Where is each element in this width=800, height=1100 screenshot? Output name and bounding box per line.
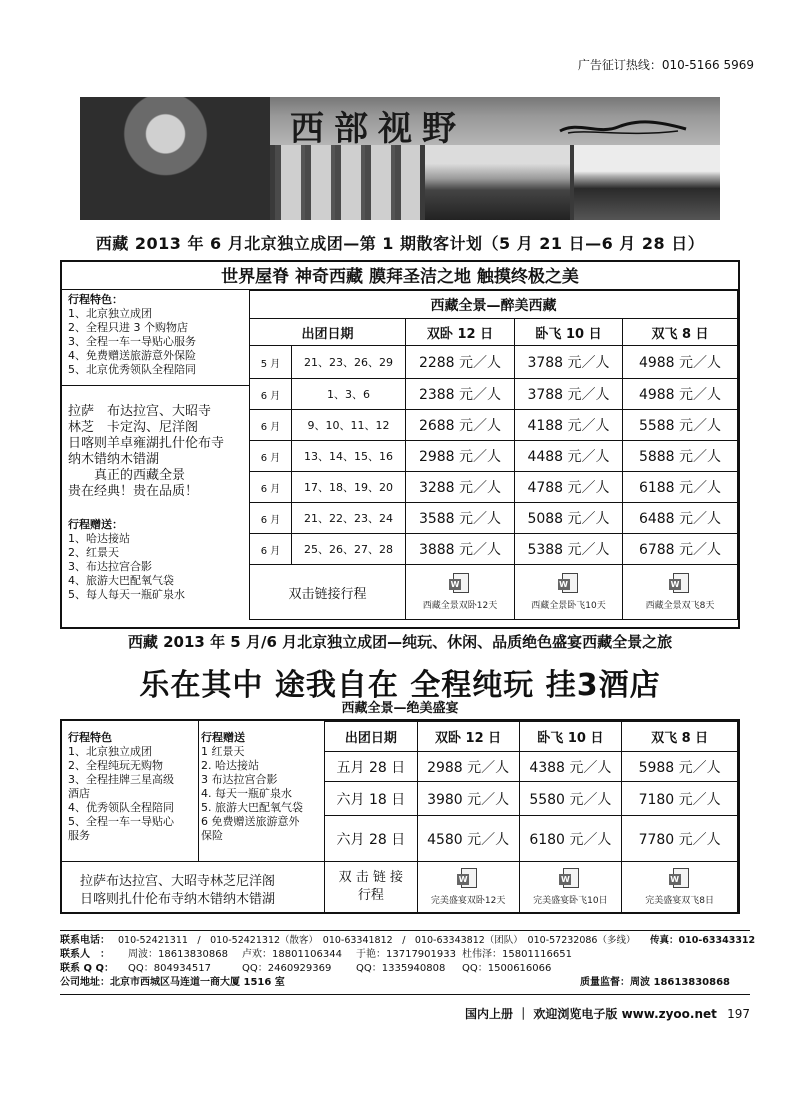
features-block-2 xyxy=(68,731,196,843)
price-cell: 2988 元／人 xyxy=(417,752,519,782)
contact-people: 联系人 ： 周波：18613830868 卢欢：18801106344 于艳：13717901933 杜伟泽：15801116651 xyxy=(60,949,572,960)
price-cell: 3980 元／人 xyxy=(417,782,519,816)
ad-hotline: 广告征订热线：010-5166 5969 xyxy=(577,58,754,72)
price-cell: 4488 元／人 xyxy=(515,441,623,472)
col-header: 卧飞 10 日 xyxy=(519,722,622,752)
price-cell: 4188 元／人 xyxy=(515,410,623,441)
word-doc-icon: W xyxy=(449,573,471,595)
sights-block xyxy=(68,404,224,500)
feature-item: 服务 xyxy=(68,829,90,842)
signature-logo xyxy=(558,119,688,137)
table-row xyxy=(250,472,738,503)
price-cell: 5988 元／人 xyxy=(622,752,738,782)
dates-cell: 17、18、19、20 xyxy=(292,472,406,503)
table-row xyxy=(250,503,738,534)
gift-item: 2、红景天 xyxy=(68,546,119,559)
col-header: 双卧 12 日 xyxy=(406,319,515,346)
section1-slogan: 世界屋脊 神奇西藏 膜拜圣洁之地 触摸终极之美 xyxy=(62,264,738,290)
table-row xyxy=(250,379,738,410)
feature-item: 2、全程只进 3 个购物店 xyxy=(68,321,188,334)
features-block xyxy=(68,293,196,377)
itinerary-link[interactable]: W 西藏全景双卧12天 xyxy=(406,565,515,620)
price-cell: 3788 元／人 xyxy=(515,346,623,379)
col-header: 出团日期 xyxy=(325,722,418,752)
col-header: 双卧 12 日 xyxy=(417,722,519,752)
tagline: 贵在经典！贵在品质！ xyxy=(68,484,199,499)
section2-tour-name: 西藏全景—绝美盛宴 xyxy=(341,701,459,716)
tibetan-woman-photo xyxy=(80,97,270,220)
snow-lake-photo xyxy=(574,145,720,220)
table-row xyxy=(325,782,738,816)
gift-item: 保险 xyxy=(201,829,223,842)
contact-qq: 联系 Q Q： QQ：804934517 QQ：2460929369 QQ：1335940808 QQ：1500616066 xyxy=(60,963,552,974)
month-cell: 6 月 xyxy=(250,472,292,503)
price-cell: 6188 元／人 xyxy=(623,472,738,503)
dates-cell: 25、26、27、28 xyxy=(292,534,406,565)
price-cell: 4788 元／人 xyxy=(515,472,623,503)
price-cell: 6180 元／人 xyxy=(519,816,622,862)
sight-item: 日喀则羊卓雍湖扎什伦布寺 xyxy=(68,436,225,451)
tour-name: 西藏全景—醉美西藏 xyxy=(250,291,738,319)
contact-phones: 联系电话： 010-52421311 / 010-52421312（散客） 010-63341812 / 010-63343812（团队） 010-57232086（多线） 传真：010-63343312 xyxy=(60,935,756,946)
table-row xyxy=(250,410,738,441)
banner-image xyxy=(80,97,720,220)
price-cell: 4988 元／人 xyxy=(623,346,738,379)
month-cell: 6 月 xyxy=(250,410,292,441)
dates-cell: 13、14、15、16 xyxy=(292,441,406,472)
gifts-block xyxy=(68,518,185,602)
section2-slogan: 乐在其中 途我自在 全程纯玩 挂3酒店 xyxy=(139,668,661,703)
tagline: 真正的西藏全景 xyxy=(94,468,186,483)
price-cell: 3788 元／人 xyxy=(515,379,623,410)
page-footer xyxy=(465,1005,750,1022)
price-cell: 4988 元／人 xyxy=(623,379,738,410)
table-row xyxy=(250,441,738,472)
mountain-lake-photo xyxy=(425,145,570,220)
gift-item: 1 红景天 xyxy=(201,745,245,758)
price-cell: 5388 元／人 xyxy=(515,534,623,565)
col-header: 卧飞 10 日 xyxy=(515,319,623,346)
word-doc-icon: W xyxy=(669,573,691,595)
col-header: 出团日期 xyxy=(250,319,406,346)
price-cell: 2988 元／人 xyxy=(406,441,515,472)
price-cell: 5888 元／人 xyxy=(623,441,738,472)
prayer-wheels-photo xyxy=(275,145,420,220)
word-doc-icon: W xyxy=(558,573,580,595)
features-title: 行程特色： xyxy=(68,293,123,306)
word-doc-icon: W xyxy=(669,868,691,890)
price-cell: 2688 元／人 xyxy=(406,410,515,441)
price-cell: 2288 元／人 xyxy=(406,346,515,379)
price-cell: 3588 元／人 xyxy=(406,503,515,534)
table-row xyxy=(250,534,738,565)
itinerary-link[interactable]: W 西藏全景卧飞10天 xyxy=(515,565,623,620)
dates-cell: 21、22、23、24 xyxy=(292,503,406,534)
price-table-2 xyxy=(324,721,738,913)
dates-cell: 1、3、6 xyxy=(292,379,406,410)
price-cell: 7180 元／人 xyxy=(622,782,738,816)
table-row xyxy=(250,346,738,379)
gifts-block-2 xyxy=(201,731,321,843)
section1-box xyxy=(60,260,740,629)
footer-text: 国内上册 ｜ 欢迎浏览电子版 www.zyoo.net xyxy=(465,1007,717,1021)
word-doc-icon: W xyxy=(559,868,581,890)
month-cell: 5 月 xyxy=(250,346,292,379)
itinerary-link[interactable]: W 西藏全景双飞8天 xyxy=(623,565,738,620)
gifts-title: 行程赠送： xyxy=(68,518,123,531)
divider xyxy=(60,994,750,995)
sight-item: 拉萨布达拉宫、大昭寺林芝尼洋阁 xyxy=(80,874,276,889)
price-cell: 5580 元／人 xyxy=(519,782,622,816)
dates-cell: 21、23、26、29 xyxy=(292,346,406,379)
col-header: 双飞 8 日 xyxy=(622,722,738,752)
feature-item: 3、全程挂牌三星高级 xyxy=(68,773,174,786)
price-cell: 5588 元／人 xyxy=(623,410,738,441)
sights-block-2 xyxy=(80,873,275,909)
sight-item: 拉萨 布达拉宫、大昭寺 xyxy=(68,404,212,419)
feature-item: 2、全程纯玩无购物 xyxy=(68,759,163,772)
itinerary-link[interactable]: W 完美盛宴双飞8日 xyxy=(622,862,738,913)
gift-item: 3 布达拉宫合影 xyxy=(201,773,278,786)
month-cell: 6 月 xyxy=(250,534,292,565)
month-cell: 6 月 xyxy=(250,503,292,534)
feature-item: 4、优秀领队全程陪同 xyxy=(68,801,174,814)
banner-title: 西部视野 xyxy=(290,109,466,149)
section1-header: 西藏 2013 年 6 月北京独立成团—第 1 期散客计划（5 月 21 日—6 月 28 日） xyxy=(95,234,705,253)
gift-item: 4、旅游大巴配氧气袋 xyxy=(68,574,174,587)
gift-item: 5. 旅游大巴配氧气袋 xyxy=(201,801,303,814)
gift-item: 4. 每天一瓶矿泉水 xyxy=(201,787,292,800)
sight-item: 林芝 卡定沟、尼洋阁 xyxy=(68,420,199,435)
feature-item: 5、全程一车一导贴心 xyxy=(68,815,174,828)
contact-address: 公司地址：北京市西城区马连道一商大厦 1516 室 质量监督：周波 18613830868 xyxy=(60,977,731,988)
link-label: 双 击 链 接 行程 xyxy=(325,862,418,913)
divider xyxy=(60,930,750,931)
section2-header: 西藏 2013 年 5 月/6 月北京独立成团—纯玩、休闲、品质绝色盛宴西藏全景之旅 xyxy=(127,633,673,651)
gift-item: 3、布达拉宫合影 xyxy=(68,560,152,573)
price-cell: 2388 元／人 xyxy=(406,379,515,410)
price-cell: 6788 元／人 xyxy=(623,534,738,565)
date-cell: 六月 18 日 xyxy=(325,782,418,816)
word-doc-icon: W xyxy=(457,868,479,890)
gift-item: 1、哈达接站 xyxy=(68,532,130,545)
table-row xyxy=(325,816,738,862)
section2-box xyxy=(60,719,740,914)
itinerary-link[interactable]: W 完美盛宴双卧12天 xyxy=(417,862,519,913)
feature-item: 1、北京独立成团 xyxy=(68,307,152,320)
sight-item: 纳木错纳木错湖 xyxy=(68,452,160,467)
feature-item: 酒店 xyxy=(68,787,90,800)
price-cell: 7780 元／人 xyxy=(622,816,738,862)
gift-item: 6 免费赠送旅游意外 xyxy=(201,815,300,828)
month-cell: 6 月 xyxy=(250,441,292,472)
feature-item: 5、北京优秀领队全程陪同 xyxy=(68,363,196,376)
feature-item: 4、免费赠送旅游意外保险 xyxy=(68,349,196,362)
page-number: 197 xyxy=(727,1007,750,1021)
gift-item: 2. 哈达接站 xyxy=(201,759,259,772)
col-header: 双飞 8 日 xyxy=(623,319,738,346)
month-cell: 6 月 xyxy=(250,379,292,410)
feature-item: 1、北京独立成团 xyxy=(68,745,152,758)
date-cell: 五月 28 日 xyxy=(325,752,418,782)
table-row xyxy=(325,752,738,782)
feature-item: 3、全程一车一导贴心服务 xyxy=(68,335,196,348)
gift-item: 5、每人每天一瓶矿泉水 xyxy=(68,588,185,601)
link-label: 双击链接行程 xyxy=(250,565,406,620)
contact-block xyxy=(60,934,780,990)
date-cell: 六月 28 日 xyxy=(325,816,418,862)
price-cell: 4580 元／人 xyxy=(417,816,519,862)
features-title: 行程特色 xyxy=(68,731,112,744)
gifts-title: 行程赠送 xyxy=(201,731,245,744)
price-cell: 5088 元／人 xyxy=(515,503,623,534)
itinerary-link[interactable]: W 完美盛宴卧飞10日 xyxy=(519,862,622,913)
price-table-1 xyxy=(249,290,738,620)
price-cell: 4388 元／人 xyxy=(519,752,622,782)
sight-item: 日喀则扎什伦布寺纳木错纳木错湖 xyxy=(80,892,276,907)
price-cell: 3288 元／人 xyxy=(406,472,515,503)
price-cell: 6488 元／人 xyxy=(623,503,738,534)
dates-cell: 9、10、11、12 xyxy=(292,410,406,441)
price-cell: 3888 元／人 xyxy=(406,534,515,565)
